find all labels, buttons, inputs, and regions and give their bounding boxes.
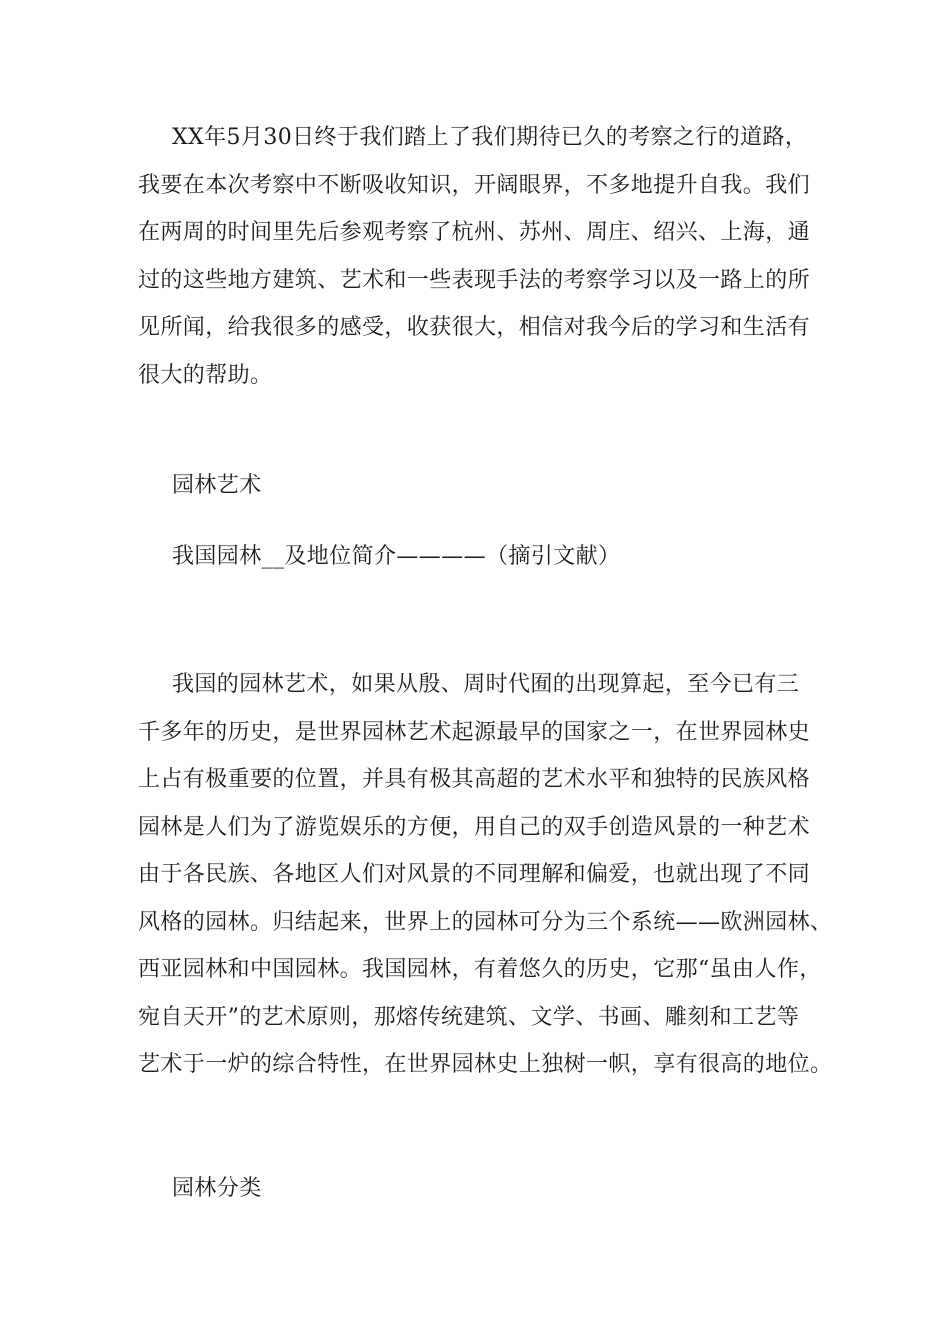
text-line: 由于各民族、各地区人们对风景的不同理解和偏爱，也就出现了不同 — [138, 862, 811, 887]
text-line: 西亚园林和中国园林。我国园林，有着悠久的历史，它那“虽由人作， — [138, 957, 822, 982]
intro-paragraph — [138, 114, 828, 399]
text-line: XX年5月30日终于我们踏上了我们期待已久的考察之行的道路， — [172, 125, 808, 150]
text-line: 很大的帮助。 — [138, 362, 273, 388]
text-line: 见所闻，给我很多的感受，收获很大，相信对我今后的学习和生活有 — [138, 315, 811, 340]
text-line: 上占有极重要的位置，并具有极其高超的艺术水平和独特的民族风格 — [138, 767, 811, 792]
text-line: 在两周的时间里先后参观考察了杭州、苏州、周庄、绍兴、上海，通 — [138, 220, 811, 245]
text-line: 风格的园林。归结起来，世界上的园林可分为三个系统——欧洲园林、 — [138, 909, 833, 935]
heading-text: 园林分类 — [172, 1176, 262, 1201]
section-heading-garden-art — [138, 462, 828, 510]
text-line: 千多年的历史，是世界园林艺术起源最早的国家之一，在世界园林史 — [138, 719, 811, 745]
text-line: 我国的园林艺术，如果从殷、周时代囿的出现算起，至今已有三 — [172, 672, 800, 697]
text-line: 我要在本次考察中不断吸收知识，开阔眼界，不多地提升自我。我们 — [138, 172, 811, 198]
heading-text: 我国园林__及地位简介————（摘引文献） — [172, 544, 621, 569]
subheading-garden-intro — [138, 533, 828, 581]
text-line: 艺术于一炉的综合特性，在世界园林史上独树一帜，享有很高的地位。 — [138, 1052, 833, 1077]
text-line: 过的这些地方建筑、艺术和一些表现手法的考察学习以及一路上的所 — [138, 267, 811, 293]
text-line: 宛自天开”的艺术原则，那熔传统建筑、文学、书画、雕刻和工艺等 — [138, 1004, 800, 1030]
section-heading-garden-classification — [138, 1165, 828, 1213]
history-paragraph — [138, 661, 833, 1089]
text-line: 园林是人们为了游览娱乐的方便，用自己的双手创造风景的一种艺术 — [138, 814, 811, 840]
heading-text: 园林艺术 — [172, 473, 262, 498]
